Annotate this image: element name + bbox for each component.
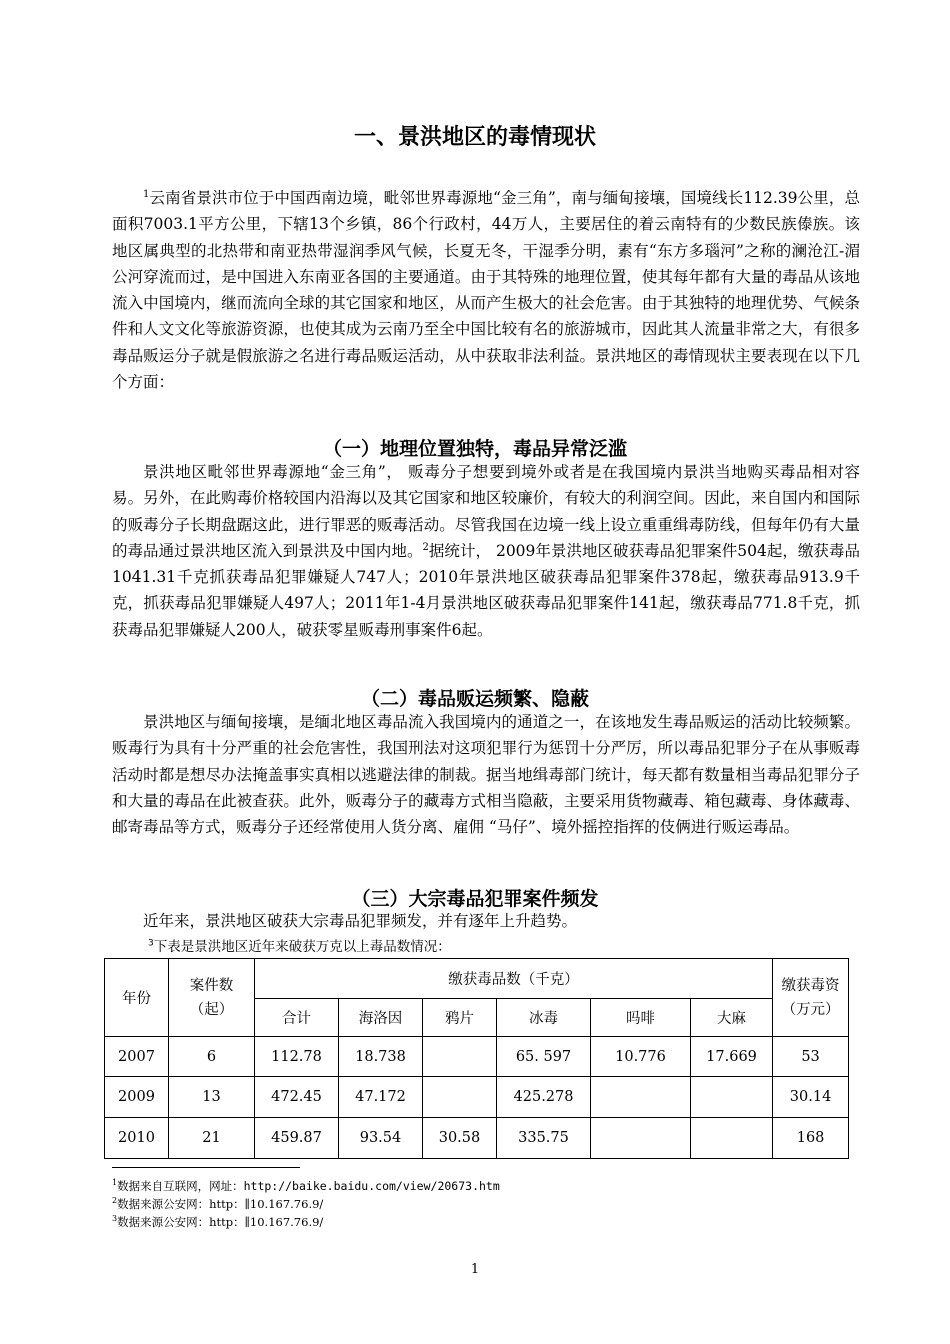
cell-morphine: [591, 1077, 691, 1118]
subheader-morphine: 吗啡: [591, 999, 691, 1037]
intro-paragraph: [112, 185, 860, 395]
cell-opium: [423, 1037, 497, 1077]
cell-meth: 425.278: [497, 1077, 591, 1118]
section-1-paragraph: [112, 459, 860, 643]
page-number: 1: [470, 1262, 480, 1277]
cell-year: 2010: [105, 1118, 169, 1159]
subheader-opium: 鸦片: [423, 999, 497, 1037]
footnote-label: 数据来自互联网，网址：: [117, 1178, 244, 1193]
seizure-table: [104, 958, 849, 1159]
table-header-row: [105, 959, 849, 999]
footnote-url[interactable]: http://baike.baidu.com/view/20673.htm: [243, 1178, 500, 1193]
footnote-divider: [112, 1167, 300, 1168]
cell-heroin: 18.738: [339, 1037, 423, 1077]
section-3-heading: （三）大宗毒品犯罪案件频发: [351, 888, 599, 910]
header-cases: 案件数（起）: [169, 959, 255, 1037]
footnote-marker: 1: [112, 1178, 118, 1187]
table-row: [105, 1118, 849, 1159]
cell-meth: 335.75: [497, 1118, 591, 1159]
footnote-url[interactable]: http：∥10.167.76.9∕: [209, 1196, 324, 1211]
footnote-url[interactable]: http：∥10.167.76.9∕: [209, 1214, 324, 1229]
cell-money: 53: [773, 1037, 849, 1077]
section-1-text-b: 据统计， 2009年景洪地区破获毒品犯罪案件504起，缴获毒品1041.31千克抓获毒品犯罪嫌疑人747人；2010年景洪地区破获毒品犯罪案件378起，缴获毒品913.9千克，抓获毒品犯罪嫌疑人497人；2011年1-4月景洪地区破获毒品犯罪案件141起，缴获毒品771.8千克，抓获毒品犯罪嫌疑人200人，破获零星贩毒刑事案件6起。: [112, 541, 860, 639]
cell-cases: 6: [169, 1037, 255, 1077]
section-2-paragraph: 景洪地区与缅甸接壤，是缅北地区毒品流入我国境内的通道之一，在该地发生毒品贩运的活动比较频繁。贩毒行为具有十分严重的社会危害性，我国刑法对这项犯罪行为惩罚十分严厉，所以毒品犯罪分子在从事贩毒活动时都是想尽办法掩盖事实真相以逃避法律的制裁。据当地缉毒部门统计，每天都有数量相当毒品犯罪分子和大量的毒品在此被查获。此外，贩毒分子的藏毒方式相当隐蔽，主要采用货物藏毒、箱包藏毒、身体藏毒、邮寄毒品等方式，贩毒分子还经常使用人货分离、雇佣 “马仔”、境外摇控指挥的伎俩进行贩运毒品。: [112, 713, 860, 837]
table-row: [105, 1077, 849, 1118]
subheader-cannabis: 大麻: [691, 999, 773, 1037]
cell-opium: 30.58: [423, 1118, 497, 1159]
cell-total: 112.78: [255, 1037, 339, 1077]
cell-cannabis: [691, 1118, 773, 1159]
cell-heroin: 93.54: [339, 1118, 423, 1159]
table-caption: [148, 935, 451, 955]
cell-cases: 21: [169, 1118, 255, 1159]
header-money: 缴获毒资（万元）: [773, 959, 849, 1037]
cell-year: 2009: [105, 1077, 169, 1118]
header-seized: 缴获毒品数（千克）: [255, 959, 773, 999]
footnote-marker: 3: [112, 1214, 118, 1223]
cell-cases: 13: [169, 1077, 255, 1118]
section-1-text-a: 景洪地区毗邻世界毒源地“金三角”， 贩毒分子想要到境外或者是在我国境内景洪当地购买毒品相对容易。另外，在此购毒价格较国内沿海以及其它国家和地区较廉价，有较大的利润空间。因此，来自国内和国际的贩毒分子长期盘踞这此，进行罪恶的贩毒活动。尽管我国在边境一线上设立重重缉毒防线，但每年仍有大量的毒品通过景洪地区流入到景洪及中国内地。: [112, 463, 860, 560]
footnote-marker: 2: [112, 1196, 118, 1205]
table-row: [105, 1037, 849, 1077]
intro-text: 云南省景洪市位于中国西南边境，毗邻世界毒源地“金三角”，南与缅甸接壤，国境线长112.39公里，总面积7003.1平方公里，下辖13个乡镇，86个行政村，44万人，主要居住的着云南特有的少数民族傣族。该地区属典型的北热带和南亚热带湿润季风气候，长夏无冬，干湿季分明，素有“东方多瑙河”之称的澜沧江-湄公河穿流而过，是中国进入东南亚各国的主要通道。由于其特殊的地理位置，使其每年都有大量的毒品从该地流入中国境内，继而流向全球的其它国家和地区，从而产生极大的社会危害。由于其独特的地理优势、气候条件和人文文化等旅游资源，也使其成为云南乃至全中国比较有名的旅游城市，因此其人流量非常之大，有很多毒品贩运分子就是假旅游之名进行毒品贩运活动，从中获取非法利益。景洪地区的毒情现状主要表现在以下几个方面：: [112, 189, 860, 392]
table-caption-text: 下表是景洪地区近年来破获万克以上毒品数情况：: [153, 939, 451, 955]
footnote-ref-1[interactable]: 1: [143, 188, 150, 200]
cell-money: 168: [773, 1118, 849, 1159]
cell-cannabis: 17.669: [691, 1037, 773, 1077]
cell-opium: [423, 1077, 497, 1118]
subheader-meth: 冰毒: [497, 999, 591, 1037]
section-2-heading: （二）毒品贩运频繁、隐蔽: [360, 688, 589, 710]
subheader-heroin: 海洛因: [339, 999, 423, 1037]
footnote-label: 数据来源公安网：: [117, 1196, 210, 1211]
header-year: 年份: [105, 959, 169, 1037]
footnote-ref-3[interactable]: 3: [148, 938, 154, 949]
cell-heroin: 47.172: [339, 1077, 423, 1118]
footnote-ref-2[interactable]: 2: [422, 541, 429, 553]
cell-morphine: 10.776: [591, 1037, 691, 1077]
section-3-paragraph: 近年来，景洪地区破获大宗毒品犯罪频发，并有逐年上升趋势。: [143, 912, 578, 930]
footnote-3: [112, 1211, 323, 1230]
cell-year: 2007: [105, 1037, 169, 1077]
footnote-1: [112, 1175, 500, 1194]
cell-money: 30.14: [773, 1077, 849, 1118]
cell-morphine: [591, 1118, 691, 1159]
cell-total: 459.87: [255, 1118, 339, 1159]
cell-cannabis: [691, 1077, 773, 1118]
section-1-heading: （一）地理位置独特，毒品异常泛滥: [322, 438, 627, 460]
footnote-2: [112, 1193, 323, 1212]
footnote-label: 数据来源公安网：: [117, 1214, 210, 1229]
cell-meth: 65. 597: [497, 1037, 591, 1077]
subheader-total: 合计: [255, 999, 339, 1037]
page-title: 一、景洪地区的毒情现状: [353, 125, 596, 150]
cell-total: 472.45: [255, 1077, 339, 1118]
